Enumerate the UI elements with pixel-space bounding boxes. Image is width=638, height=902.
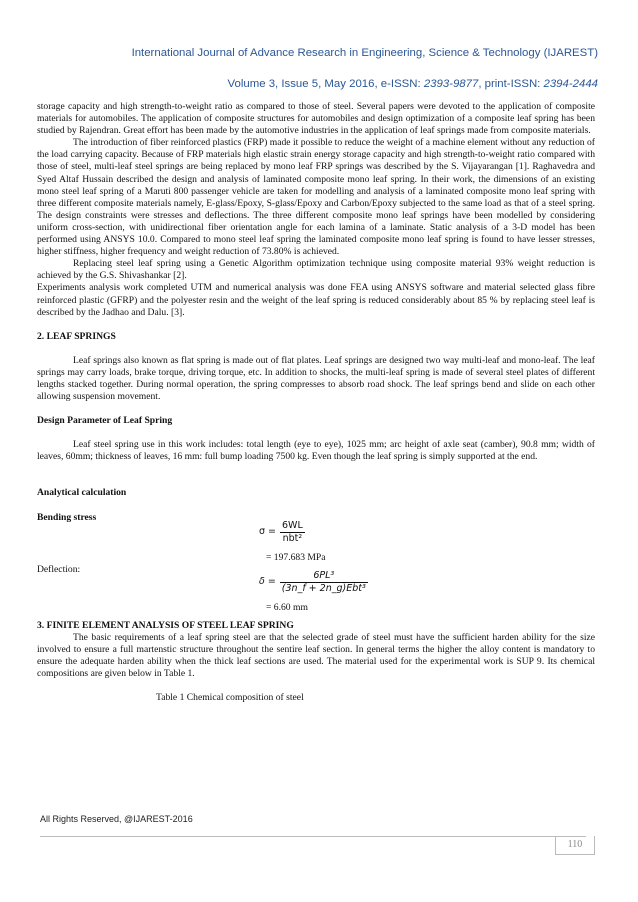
sigma-numerator: 6WL [280,520,305,533]
design-heading: Design Parameter of Leaf Spring [37,415,173,427]
sigma-denominator: nbt² [282,532,303,544]
page-number: 110 [555,836,595,855]
deflection-label: Deflection: [37,563,81,575]
volume-prefix: Volume 3, Issue 5, May 2016, e-ISSN: [227,78,424,90]
delta-result: = 6.60 mm [266,601,308,613]
eissn: 2393-9877 [423,78,479,90]
delta-denominator: (3n_f + 2n_g)Ebt³ [281,582,366,594]
bending-stress-label: Bending stress [37,511,97,523]
design-text: Leaf steel spring use in this work includes: total length (eye to eye), 1025 mm; arc height of axle seat (camber), 90.8 mm; width of leaves, 60mm; thickness of leaves, 16 mm: full bump loading 7500 kg. Even though the leaf spring is simply supported at the end. [37,439,595,463]
table-caption: Table 1 Chemical composition of steel [156,692,304,704]
volume-line [40,78,598,90]
article-body [37,101,595,704]
section-2-heading: 2. LEAF SPRINGS [37,330,116,342]
delta-numerator: 6PL³ [280,570,368,583]
section-2-text: Leaf springs also known as flat spring is made out of flat plates. Leaf springs are designed two way multi-leaf and mono-leaf. The leaf springs may carry loads, brake torque, driving torque, etc. In addition to shocks, the multi-leaf spring is made of several steel plates of different lengths stacked together. During normal operation, the spring compresses to absorb road shock. The leaf springs bend and slide on each other allowing suspension movement. [37,354,595,403]
sigma-symbol: σ = [259,526,277,538]
deflection-row [37,564,595,592]
paragraph-4: Experiments analysis work completed UTM and numerical analysis was done FEA using ANSYS software and material selected glass fibre reinforced plastic (GFRP) and the polyester resin and the weight of the leaf spring is reduced considerably about 85 % by replacing steel leaf is described by the Jadhao and Dalu. [3]. [37,282,595,318]
sigma-result: = 197.683 MPa [266,551,326,563]
volume-sep: , print-ISSN: [478,78,544,90]
paragraph-2: The introduction of fiber reinforced plastics (FRP) made it possible to reduce the weight of a machine element without any reduction of the load carrying capacity. Because of FRP materials high elastic strain energy storage capacity and high strength-to-weight ratio compared with those of steel, multi-leaf steel springs are being replaced by mono leaf FRP springs was described by the S. Vijayarangan [1]. Raghavedra and Syed Altaf Hussain described the design and analysis of laminated composite mono leaf spring. In their work, the dimensions of an existing mono steel leaf spring of a Maruti 800 passenger vehicle are taken for modelling and analysis of a laminated composite mono leaf spring with three different composite materials namely, E-glass/Epoxy, S-glass/Epoxy and Carbon/Epoxy subjected to the same load as that of a steel spring. The design constraints were stresses and deflections. The three different composite mono leaf springs have been modelled by considering uniform cross-section, with unidirectional fiber orientation angle for each lamina of a laminate. Static analysis of a 3-D model has been performed using ANSYS 10.0. Compared to mono steel leaf spring the laminated composite mono leaf spring is found to have lesser stresses, higher stiffness, higher frequency and weight reduction of 73.80% is achieved. [37,137,595,258]
analytical-heading: Analytical calculation [37,487,127,499]
section-3-text: The basic requirements of a leaf spring steel are that the selected grade of steel must have the sufficient harden ability for the size involved to ensure a full martenstic structure throughout the sentire leaf section. In general terms the higher the alloy content is mandatory to ensure the adequate harden ability when the thick leaf sections are used. The material used for the experimental work is SUP 9. Its chemical compositions are given below in Table 1. [37,631,595,679]
footer-rights: All Rights Reserved, @IJAREST-2016 [40,814,193,824]
pissn: 2394-2444 [543,78,598,90]
bending-formula [37,519,595,552]
section-3-heading: 3. FINITE ELEMENT ANALYSIS OF STEEL LEAF SPRING [37,619,294,631]
journal-title: International Journal of Advance Research in Engineering, Science & Technology (IJAREST) [131,47,598,59]
paragraph-3: Replacing steel leaf spring using a Genetic Algorithm optimization technique using composite material 93% weight reduction is achieved by the G.S. Shivashankar [2]. [37,258,595,282]
footer-rule [40,836,586,837]
delta-symbol: δ = [259,576,276,588]
paragraph-1: storage capacity and high strength-to-weight ratio as compared to those of steel. Several papers were devoted to the application of composite materials for automobiles. The application of composite structures for automobiles and design optimization of a composite leaf spring has been studied by Rajendran. Great effort has been made by the automotive industries in the application of leaf springs made from composite materials. [37,101,595,137]
